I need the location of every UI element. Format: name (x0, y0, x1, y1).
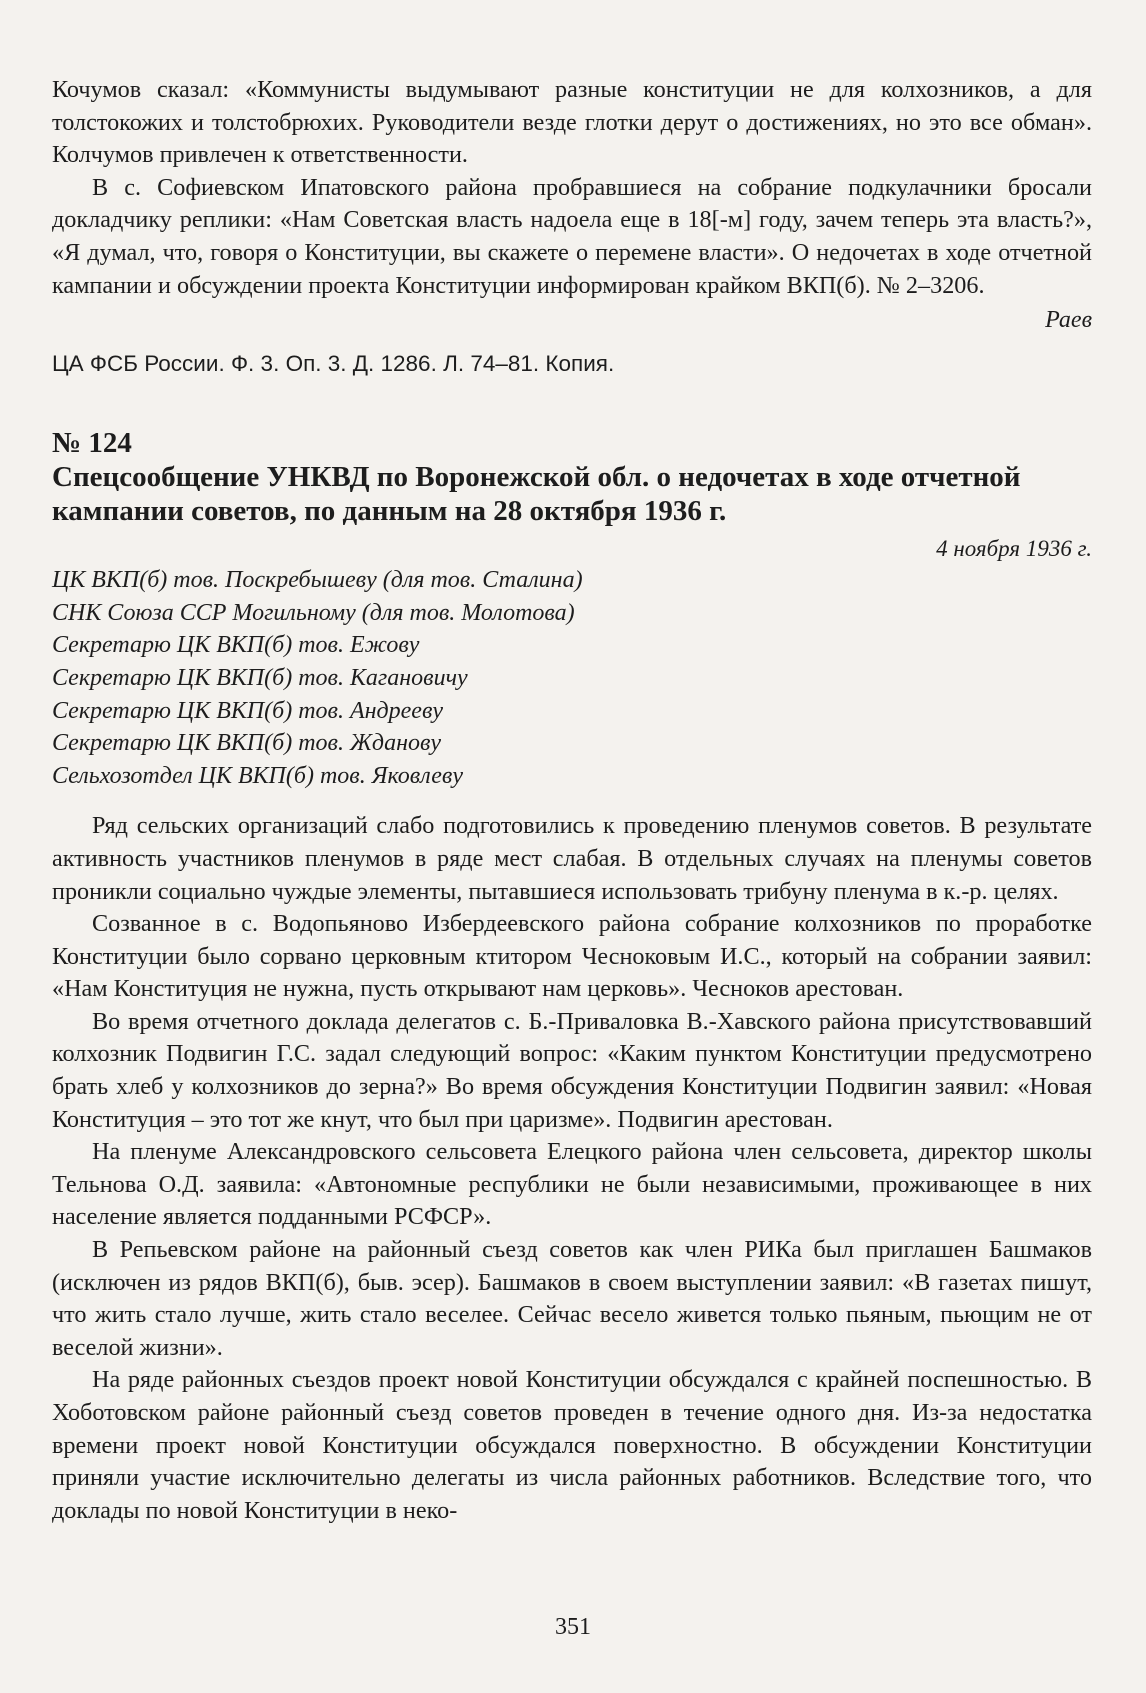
recipient: ЦК ВКП(б) тов. Поскребышеву (для тов. Сталина) (52, 567, 583, 594)
recipient: Секретарю ЦК ВКП(б) тов. Кагановичу (52, 664, 468, 691)
body-paragraph: На пленуме Александровского сельсовета Елецкого района член сельсовета, директор школы Тельнова О.Д. заявила: «Автономные республики не были независимыми, проживающее в них население является подданными РСФСР». (52, 1138, 1092, 1231)
body-paragraph: Созванное в с. Водопьяново Избердеевского района собрание колхозников по проработке Конституции было сорвано церковным ктитором Чесноковым И.С., который на собрании заявил: «Нам Конституция не нужна, пусть открывают нам церковь». Чесноков арестован. (52, 910, 1092, 1003)
document-title: Спецсообщение УНКВД по Воронежской обл. о недочетах в ходе отчетной кампании советов, по данным на 28 октября 1936 г. (52, 461, 1021, 528)
recipient: Сельхозотдел ЦК ВКП(б) тов. Яковлеву (52, 762, 463, 789)
body-paragraph: Во время отчетного доклада делегатов с. Б.-Приваловка В.-Хавского района присутствовавший колхозник Подвигин Г.С. задал следующий вопрос: «Каким пунктом Конституции предусмотрено брать хлеб у колхозников до зерна?» Во время обсуждения Конституции Подвигин заявил: «Новая Конституция – это тот же кнут, что был при царизме». Подвигин арестован. (52, 1007, 1092, 1133)
signature: Раев (1045, 307, 1092, 334)
document-number: № 124 (52, 427, 132, 460)
recipient: СНК Союза ССР Могильному (для тов. Молотова) (52, 599, 575, 626)
prev-paragraph-1: Кочумов сказал: «Коммунисты выдумывают разные конституции не для колхозников, а для толстокожих и толстобрюхих. Руководители везде глотки дерут о достижениях, но это все обман». Колчумов привлечен к ответственности. (52, 76, 1092, 169)
recipient: Секретарю ЦК ВКП(б) тов. Андрееву (52, 697, 444, 724)
page-number: 351 (555, 1614, 591, 1640)
recipient: Секретарю ЦК ВКП(б) тов. Ежову (52, 632, 420, 659)
body-paragraph: Ряд сельских организаций слабо подготовились к проведению пленумов советов. В результате активность участников пленумов в ряде мест слабая. В отдельных случаях на пленумы советов проникли социально чуждые элементы, пытавшиеся использовать трибуну пленума в к.-р. целях. (52, 812, 1092, 905)
body-paragraph: В Репьевском районе на районный съезд советов как член РИКа был приглашен Башмаков (исключен из рядов ВКП(б), быв. эсер). Башмаков в своем выступлении заявил: «В газетах пишут, что жить стало лучше, жить стало веселее. Сейчас весело живется только пьяным, пьющим не от веселой жизни». (52, 1236, 1092, 1361)
prev-paragraph-2: В с. Софиевском Ипатовского района пробравшиеся на собрание подкулачники бросали докладчику реплики: «Нам Советская власть надоела еще в 18[-м] году, зачем теперь эта власть?», «Я думал, что, говоря о Конституции, вы скажете о перемене власти». О недочетах в ходе отчетной кампании и обсуждении проекта Конституции информирован крайком ВКП(б). № 2–3206. (52, 173, 1092, 299)
body-paragraph: На ряде районных съездов проект новой Конституции обсуждался с крайней поспешностью. В Хоботовском районе районный съезд советов проведен в течение одного дня. Из-за недостатка времени проект новой Конституции обсуждался поверхностно. В обсуждении Конституции приняли участие исключительно делегаты из числа районных работников. Вследствие того, что доклады по новой Конституции в неко- (52, 1366, 1092, 1524)
recipients-list (52, 564, 1092, 792)
page-content (52, 74, 1092, 1527)
recipient: Секретарю ЦК ВКП(б) тов. Жданову (52, 730, 442, 757)
document-date: 4 ноября 1936 г. (936, 536, 1092, 562)
archive-reference: ЦА ФСБ России. Ф. 3. Оп. 3. Д. 1286. Л. 74–81. Копия. (52, 351, 615, 377)
